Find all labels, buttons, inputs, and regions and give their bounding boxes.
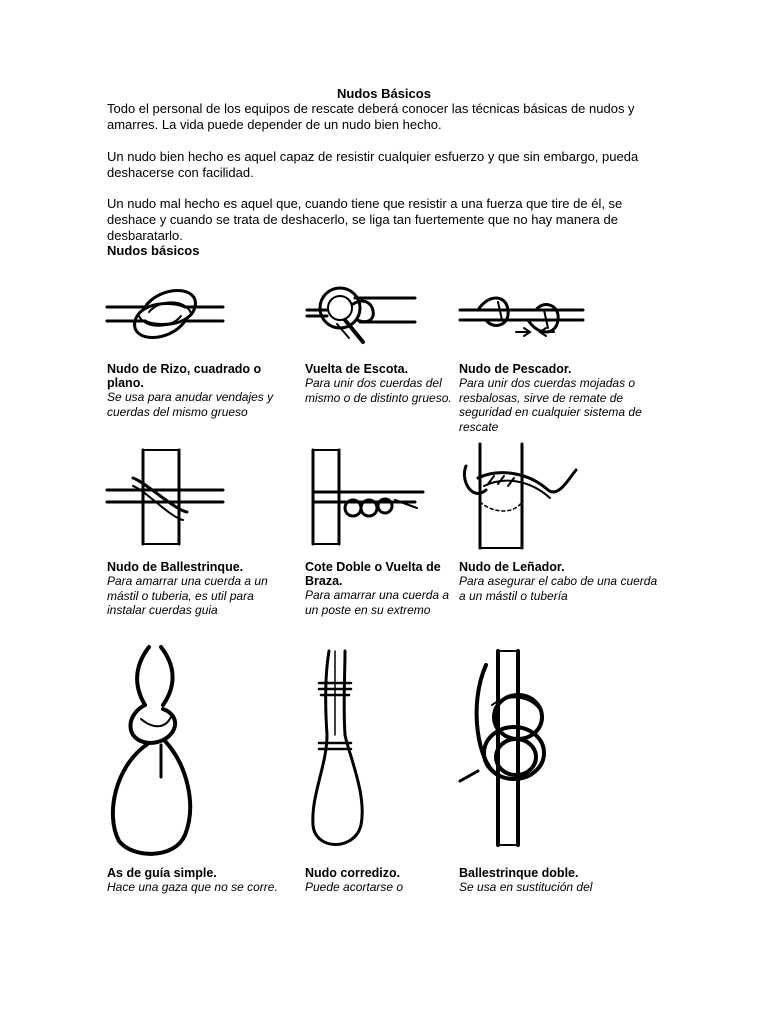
fishermans-knot-icon: [458, 290, 588, 340]
two-half-hitches-icon: [305, 448, 425, 548]
section-heading: Nudos básicos: [107, 243, 200, 258]
knot-description: Para unir dos cuerdas mojadas o resbalosas, sirve de remate de seguridad en cualquier sistema de rescate: [459, 376, 642, 434]
knot-name: Ballestrinque doble.: [459, 866, 579, 880]
knot-name: Cote Doble o Vuelta de Braza.: [305, 560, 441, 588]
double-clove-hitch-icon: [458, 645, 558, 855]
knot-name: Nudo de Leñador.: [459, 560, 565, 574]
knot-card: [305, 362, 453, 405]
bowline-icon: [105, 645, 195, 855]
sheet-bend-icon: [305, 280, 420, 345]
knot-name: Nudo corredizo.: [305, 866, 401, 880]
knot-name: Nudo de Ballestrinque.: [107, 560, 244, 574]
knot-description: Para unir dos cuerdas del mismo o de distinto grueso.: [305, 376, 452, 405]
intro-paragraph: Todo el personal de los equipos de rescate deberá conocer las técnicas básicas de nudos y amarres. La vida puede depender de un nudo bien hecho.: [107, 101, 635, 132]
bad-knot-paragraph: Un nudo mal hecho es aquel que, cuando tiene que resistir a una fuerza que tire de él, se deshace y cuando se trata de deshacerlo, se liga tan fuertemente que no hay manera de desbaratarlo.: [107, 196, 623, 243]
knot-card: [107, 866, 297, 894]
good-knot-paragraph: Un nudo bien hecho es aquel capaz de resistir cualquier esfuerzo y que sin embargo, pueda deshacerse con facilidad.: [107, 149, 639, 180]
running-knot-icon: [305, 645, 375, 855]
knot-description: Para amarrar una cuerda a un poste en su extremo: [305, 588, 450, 617]
reef-knot-icon: [105, 285, 225, 345]
knot-name: Nudo de Rizo, cuadrado o plano.: [107, 362, 262, 390]
knot-description: Para amarrar una cuerda a un mástil o tuberia, es util para instalar cuerdas guia: [107, 574, 268, 617]
knot-card: [305, 560, 453, 617]
knot-name: Vuelta de Escota.: [305, 362, 409, 376]
knot-description: Hace una gaza que no se corre.: [107, 880, 278, 894]
knot-description: Se usa en sustitución del: [459, 880, 593, 894]
page-title: Nudos Básicos: [337, 86, 431, 101]
knot-name: Nudo de Pescador.: [459, 362, 572, 376]
knot-card: [459, 560, 659, 603]
knot-description: Se usa para anudar vendajes y cuerdas del mismo grueso: [107, 390, 274, 419]
timber-hitch-icon: [458, 440, 578, 552]
knot-description: Para asegurar el cabo de una cuerda a un mástil o tubería: [459, 574, 658, 603]
knot-name: As de guía simple.: [107, 866, 217, 880]
knot-card: [459, 866, 659, 894]
clove-hitch-icon: [105, 448, 225, 548]
knot-description: Puede acortarse o: [305, 880, 404, 894]
knot-card: [107, 560, 292, 618]
knot-card: [459, 362, 659, 434]
knot-card: [305, 866, 453, 894]
knot-card: [107, 362, 292, 419]
